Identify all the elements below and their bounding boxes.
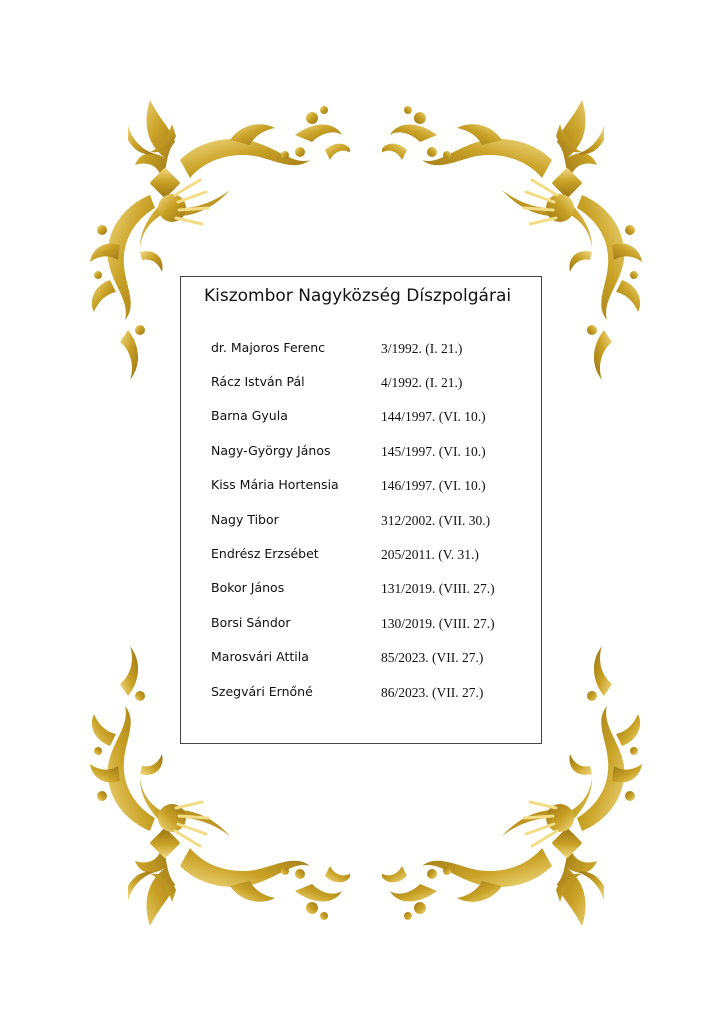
citizen-name: Nagy-György János [211,443,331,458]
decree-number: 3/1992. (I. 21.) [381,341,463,356]
page-title: Kiszombor Nagyközség Díszpolgárai [204,286,512,306]
decree-number: 130/2019. (VIII. 27.) [381,616,495,631]
citizen-name: Szegvári Ernőné [211,684,313,699]
decree-number: 85/2023. (VII. 27.) [381,650,484,665]
decree-number: 131/2019. (VIII. 27.) [381,581,495,596]
decree-number: 312/2002. (VII. 30.) [381,513,491,528]
decree-number: 4/1992. (I. 21.) [381,375,463,390]
citizen-name: Kiss Mária Hortensia [211,477,339,492]
honorary-citizens-panel [180,276,542,744]
decree-number: 86/2023. (VII. 27.) [381,685,484,700]
citizen-name: Rácz István Pál [211,374,305,389]
decree-number: 205/2011. (V. 31.) [381,547,479,562]
citizen-name: Endrész Erzsébet [211,546,319,561]
citizen-name: Borsi Sándor [211,615,291,630]
citizen-name: Barna Gyula [211,408,288,423]
citizen-name: Nagy Tibor [211,512,279,527]
decree-number: 144/1997. (VI. 10.) [381,409,486,424]
decree-number: 145/1997. (VI. 10.) [381,444,486,459]
decree-number: 146/1997. (VI. 10.) [381,478,486,493]
citizen-name: dr. Majoros Ferenc [211,340,325,355]
citizen-name: Bokor János [211,580,285,595]
citizen-name: Marosvári Attila [211,649,309,664]
